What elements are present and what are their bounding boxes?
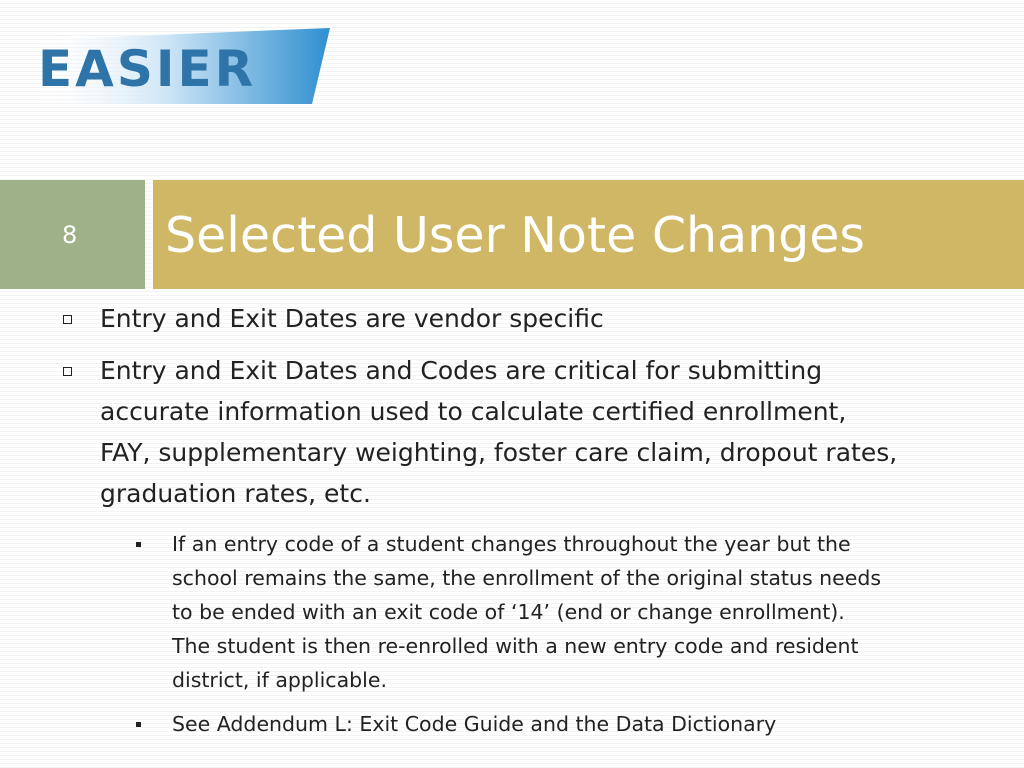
filled-square-bullet-icon — [136, 542, 141, 547]
bullet-item — [0, 298, 1024, 339]
sub-bullet-line: If an entry code of a student changes throughout the year but the — [172, 532, 851, 556]
sub-bullet-item — [0, 527, 1024, 697]
easier-logo — [30, 28, 330, 104]
sub-bullet-line: school remains the same, the enrollment of the original status needs — [172, 566, 882, 590]
sub-bullet-line: See Addendum L: Exit Code Guide and the Data Dictionary — [172, 712, 777, 736]
sub-bullet-line: The student is then re-enrolled with a new entry code and resident — [172, 634, 859, 658]
sub-bullet-line: to be ended with an exit code of ‘14’ (end or change enrollment). — [172, 600, 845, 624]
filled-square-bullet-icon — [136, 722, 141, 727]
bullet-line: FAY, supplementary weighting, foster care claim, dropout rates, — [100, 438, 898, 467]
slide-title: Selected User Note Changes — [165, 207, 865, 264]
slide-number: 8 — [62, 221, 78, 249]
bullet-line: Entry and Exit Dates and Codes are critical for submitting — [100, 356, 823, 385]
hollow-square-bullet-icon — [63, 315, 72, 324]
logo-text: EASIER — [38, 40, 257, 98]
easier-logo-graphic — [30, 28, 330, 104]
sub-bullet-line: district, if applicable. — [172, 668, 387, 692]
slide-number-box — [0, 180, 145, 289]
sub-bullet-item — [0, 707, 1024, 741]
bullet-line: accurate information used to calculate certified enrollment, — [100, 397, 847, 426]
bullet-item — [0, 350, 1024, 514]
bullet-line: graduation rates, etc. — [100, 479, 371, 508]
title-bar — [153, 180, 1024, 289]
slide-content — [0, 298, 1024, 741]
bullet-line: Entry and Exit Dates are vendor specific — [100, 304, 604, 333]
hollow-square-bullet-icon — [63, 367, 72, 376]
